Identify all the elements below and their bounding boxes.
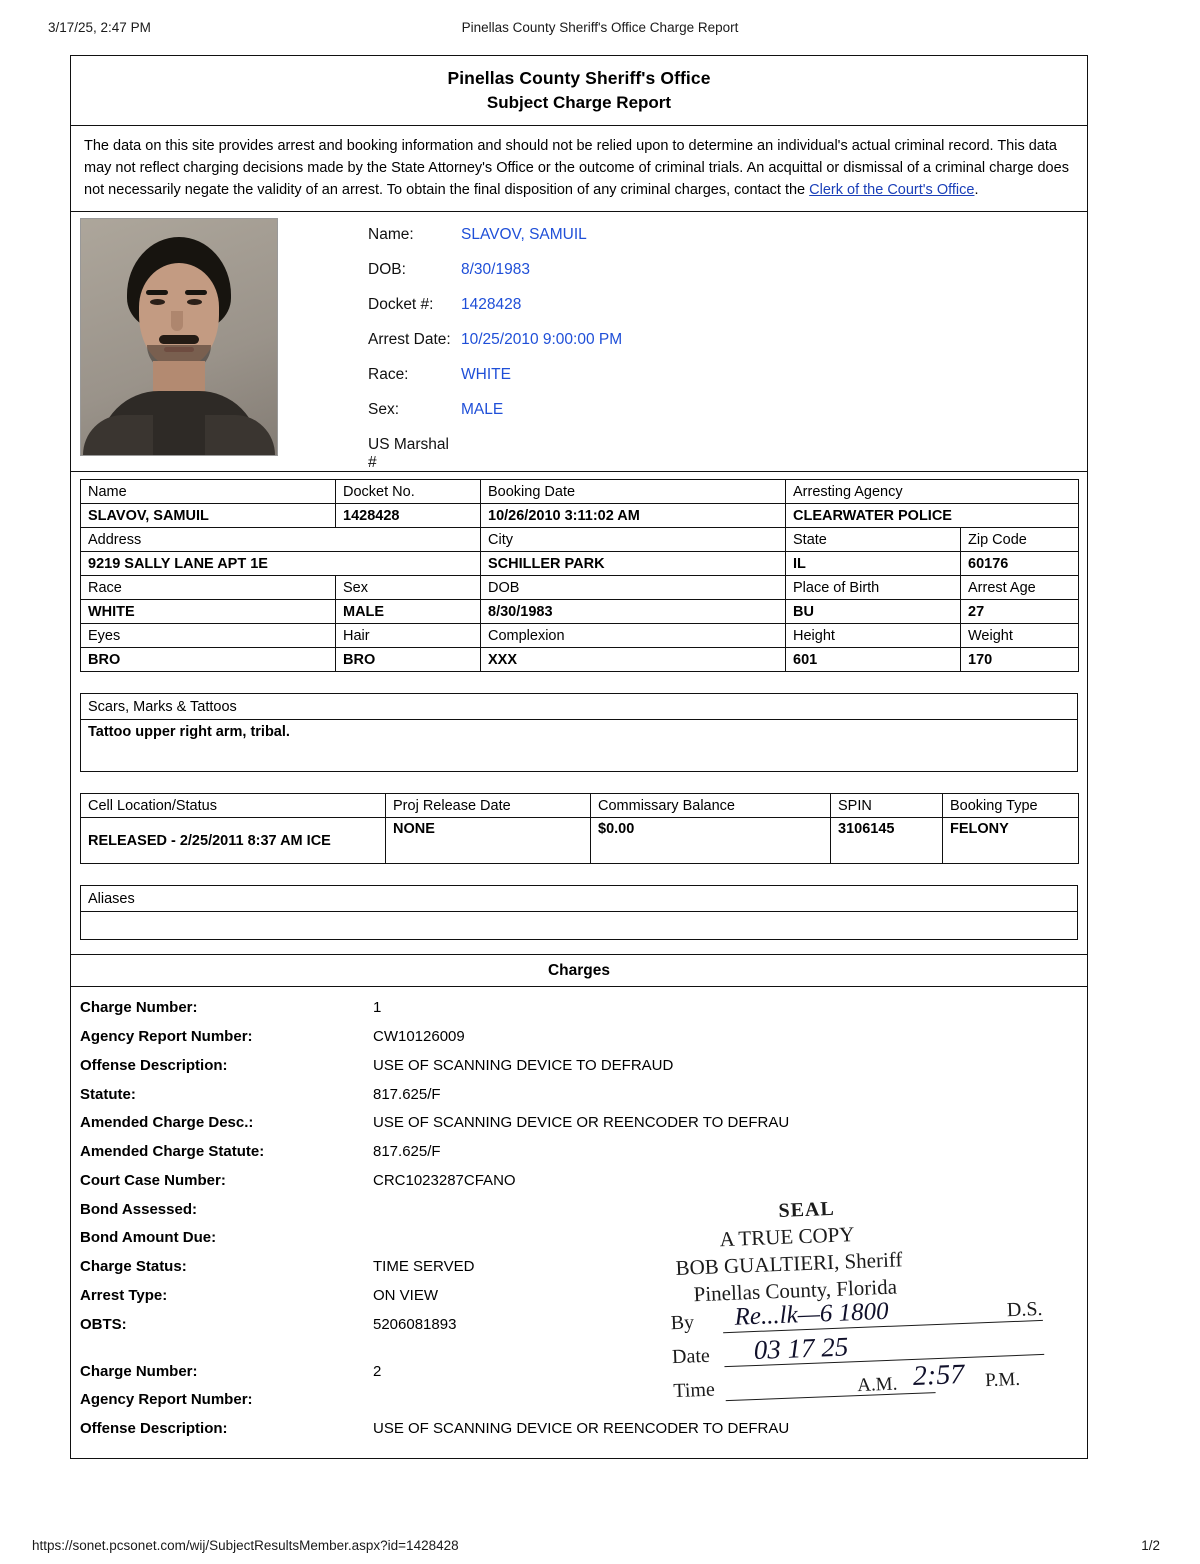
cell-address: 9219 SALLY LANE APT 1E <box>81 552 481 576</box>
charge-value-offense-description: USE OF SCANNING DEVICE TO DEFRAUD <box>373 1056 674 1074</box>
cell-scars-marks-tattoos: Tattoo upper right arm, tribal. <box>81 720 1078 772</box>
col-header-arresting-agency: Arresting Agency <box>786 480 1079 504</box>
charge-row <box>71 1224 1087 1253</box>
col-header-aliases: Aliases <box>81 886 1078 912</box>
cell-booking-type: FELONY <box>943 818 1079 864</box>
stamp-am-label: A.M. <box>856 1373 898 1397</box>
col-header-arrest-age: Arrest Age <box>961 576 1079 600</box>
footer-page-number: 1/2 <box>1141 1538 1160 1553</box>
cell-name: SLAVOV, SAMUIL <box>81 504 336 528</box>
field-value-docket: 1428428 <box>461 296 522 314</box>
stamp-pm-label: P.M. <box>984 1368 1021 1392</box>
subject-field-row <box>286 261 1087 296</box>
stamp-true-copy-text: A TRUE COPY <box>719 1222 855 1252</box>
cell-dob: 8/30/1983 <box>481 600 786 624</box>
cell-docket-no: 1428428 <box>336 504 481 528</box>
footer-url: https://sonet.pcsonet.com/wij/SubjectResultsMember.aspx?id=1428428 <box>32 1538 459 1553</box>
charge-label-arrest-type: Arrest Type: <box>80 1287 168 1305</box>
report-title-line1: Pinellas County Sheriff's Office <box>447 68 711 88</box>
col-header-commissary-balance: Commissary Balance <box>591 794 831 818</box>
charge-value-bond-amount-due <box>373 1224 1087 1253</box>
charge-label-statute: Statute: <box>80 1085 136 1103</box>
charge-row <box>71 1081 1087 1110</box>
col-header-zip: Zip Code <box>961 528 1079 552</box>
charge2-value-offense-description: USE OF SCANNING DEVICE OR REENCODER TO DEFRAU <box>373 1420 790 1438</box>
booking-table <box>80 479 1079 672</box>
col-header-scars-marks-tattoos: Scars, Marks & Tattoos <box>81 694 1078 720</box>
field-label-sex: Sex: <box>368 401 400 419</box>
charge-row <box>71 994 1087 1023</box>
table-row <box>81 818 1079 864</box>
stamp-date-label: Date <box>671 1344 711 1369</box>
charge-row <box>71 1196 1087 1225</box>
aliases-grid-wrap <box>71 878 1087 940</box>
charge-value-charge-status: TIME SERVED <box>373 1258 475 1276</box>
table-row <box>81 528 1079 552</box>
cell-zip: 60176 <box>961 552 1079 576</box>
cell-sex: MALE <box>336 600 481 624</box>
stamp-time-value: 2:57 <box>912 1358 965 1392</box>
table-row <box>81 794 1079 818</box>
disclaimer-part2: . <box>974 182 979 199</box>
table-row <box>81 600 1079 624</box>
col-header-address: Address <box>81 528 481 552</box>
stamp-date-value: 03 17 25 <box>753 1331 849 1366</box>
print-date: 3/17/25, 2:47 PM <box>48 20 151 35</box>
mugshot-cell <box>71 212 286 471</box>
charge-label-bond-assessed: Bond Assessed: <box>80 1200 197 1218</box>
col-header-sex: Sex <box>336 576 481 600</box>
charge-row <box>71 1282 1087 1311</box>
subject-field-row <box>286 296 1087 331</box>
col-header-place-of-birth: Place of Birth <box>786 576 961 600</box>
charge-value-bond-assessed <box>373 1196 1087 1225</box>
cell-aliases <box>81 912 1078 940</box>
cell-height: 601 <box>786 648 961 672</box>
charge-value-obts: 5206081893 <box>373 1315 457 1333</box>
charge-row <box>71 1253 1087 1282</box>
cell-state: IL <box>786 552 961 576</box>
charge2-label-agency-report-number: Agency Report Number: <box>80 1391 253 1409</box>
subject-field-row <box>286 436 1087 471</box>
cell-arrest-age: 27 <box>961 600 1079 624</box>
cell-booking-date: 10/26/2010 3:11:02 AM <box>481 504 786 528</box>
stamp-ds-label: D.S. <box>1006 1297 1043 1322</box>
cell-commissary-balance: $0.00 <box>591 818 831 864</box>
table-row <box>81 576 1079 600</box>
col-header-cell-location-status: Cell Location/Status <box>81 794 386 818</box>
charge-value-charge-number: 1 <box>373 999 382 1017</box>
subject-field-row <box>286 401 1087 436</box>
col-header-proj-release-date: Proj Release Date <box>386 794 591 818</box>
charge-row <box>71 1052 1087 1081</box>
cell-complexion: XXX <box>481 648 786 672</box>
stamp-by-signature: Re...lk—6 1800 <box>734 1297 890 1331</box>
subject-field-row <box>286 366 1087 401</box>
charge-row <box>71 1415 1087 1444</box>
charge-label-offense-description: Offense Description: <box>80 1056 228 1074</box>
marks-grid-wrap <box>71 686 1087 772</box>
charge-report-frame <box>70 55 1088 1459</box>
table-row <box>81 912 1078 940</box>
charge2-label-offense-description: Offense Description: <box>80 1420 228 1438</box>
field-value-race: WHITE <box>461 366 511 384</box>
status-table <box>80 793 1079 864</box>
table-row <box>81 504 1079 528</box>
table-row <box>81 624 1079 648</box>
stamp-by-label: By <box>670 1311 695 1335</box>
print-title: Pinellas County Sheriff's Office Charge Report <box>461 20 739 35</box>
field-label-dob: DOB: <box>368 261 406 279</box>
field-label-us-marshal: US Marshal # <box>368 436 449 472</box>
charge-label-amended-charge-statute: Amended Charge Statute: <box>80 1143 265 1161</box>
charge-row <box>71 1358 1087 1387</box>
charge2-value-charge-number: 2 <box>373 1362 382 1380</box>
status-grid-wrap <box>71 786 1087 864</box>
field-value-sex: MALE <box>461 401 504 419</box>
cell-arresting-agency: CLEARWATER POLICE <box>786 504 1079 528</box>
col-header-hair: Hair <box>336 624 481 648</box>
col-header-city: City <box>481 528 786 552</box>
report-title-block <box>71 56 1087 126</box>
charge-row <box>71 1109 1087 1138</box>
col-header-dob: DOB <box>481 576 786 600</box>
col-header-docket-no: Docket No. <box>336 480 481 504</box>
stamp-county-text: Pinellas County, Florida <box>693 1274 898 1307</box>
field-value-arrest-date: 10/25/2010 9:00:00 PM <box>461 331 623 349</box>
col-header-height: Height <box>786 624 961 648</box>
disclaimer-text <box>71 126 1087 212</box>
charge-label-amended-charge-desc: Amended Charge Desc.: <box>80 1114 254 1132</box>
field-label-arrest-date: Arrest Date: <box>368 331 451 349</box>
col-header-weight: Weight <box>961 624 1079 648</box>
field-value-name: SLAVOV, SAMUIL <box>461 226 587 244</box>
charge-label-obts: OBTS: <box>80 1315 127 1333</box>
charge-row <box>71 1023 1087 1052</box>
charge-value-court-case-number: CRC1023287CFANO <box>373 1171 516 1189</box>
charge-label-court-case-number: Court Case Number: <box>80 1171 226 1189</box>
charges-section-title: Charges <box>71 954 1087 987</box>
cell-eyes: BRO <box>81 648 336 672</box>
charge2-label-charge-number: Charge Number: <box>80 1362 198 1380</box>
cell-race: WHITE <box>81 600 336 624</box>
charge-label-agency-report-number: Agency Report Number: <box>80 1027 253 1045</box>
clerk-of-court-link[interactable]: Clerk of the Court's Office <box>809 182 975 199</box>
field-label-docket: Docket #: <box>368 296 434 314</box>
subject-summary <box>71 212 1087 472</box>
marks-table <box>80 693 1078 772</box>
aliases-table <box>80 885 1078 940</box>
charge-row <box>71 1167 1087 1196</box>
charge-label-charge-number: Charge Number: <box>80 999 198 1017</box>
charge-value-amended-charge-statute: 817.625/F <box>373 1143 441 1161</box>
report-title-line2: Subject Charge Report <box>486 93 672 113</box>
cell-hair: BRO <box>336 648 481 672</box>
col-header-name: Name <box>81 480 336 504</box>
charge-row <box>71 1386 1087 1415</box>
col-header-booking-date: Booking Date <box>481 480 786 504</box>
charge-label-charge-status: Charge Status: <box>80 1258 187 1276</box>
charge-value-agency-report-number: CW10126009 <box>373 1027 465 1045</box>
stamp-sheriff-name: BOB GUALTIERI, Sheriff <box>675 1247 903 1280</box>
subject-field-list <box>286 212 1087 471</box>
charge-label-bond-amount-due: Bond Amount Due: <box>80 1229 217 1247</box>
mugshot-photo <box>80 218 278 456</box>
stamp-time-label: Time <box>672 1378 716 1403</box>
cell-cell-location-status: RELEASED - 2/25/2011 8:37 AM ICE <box>81 818 386 864</box>
table-row <box>81 552 1079 576</box>
subject-field-row <box>286 226 1087 261</box>
table-row <box>81 720 1078 772</box>
table-row <box>81 648 1079 672</box>
charge-value-statute: 817.625/F <box>373 1085 441 1103</box>
charge2-value-agency-report-number <box>373 1386 1087 1415</box>
col-header-race: Race <box>81 576 336 600</box>
charge-value-arrest-type: ON VIEW <box>373 1287 439 1305</box>
table-row <box>81 480 1079 504</box>
cell-weight: 170 <box>961 648 1079 672</box>
col-header-spin: SPIN <box>831 794 943 818</box>
stamp-seal-text: SEAL <box>778 1197 836 1222</box>
field-value-dob: 8/30/1983 <box>461 261 530 279</box>
cell-city: SCHILLER PARK <box>481 552 786 576</box>
charge-value-amended-charge-desc: USE OF SCANNING DEVICE OR REENCODER TO DEFRAU <box>373 1114 790 1132</box>
col-header-booking-type: Booking Type <box>943 794 1079 818</box>
field-label-race: Race: <box>368 366 409 384</box>
disclaimer-part1: The data on this site provides arrest and booking information and should not be relied upon to determine an individual's actual criminal record. This data may not reflect charging decisions made by the State Attorney's Office or the outcome of criminal trials. An acquittal or dismissal of a criminal charge does not necessarily negate the validity of an arrest. To obtain the final disposition of any criminal charges, contact the <box>84 138 1069 199</box>
col-header-complexion: Complexion <box>481 624 786 648</box>
col-header-state: State <box>786 528 961 552</box>
cell-proj-release-date: NONE <box>386 818 591 864</box>
cell-place-of-birth: BU <box>786 600 961 624</box>
booking-grid-wrap <box>71 472 1087 672</box>
charge-row <box>71 1138 1087 1167</box>
cell-spin: 3106145 <box>831 818 943 864</box>
table-row <box>81 886 1078 912</box>
table-row <box>81 694 1078 720</box>
col-header-eyes: Eyes <box>81 624 336 648</box>
subject-field-row <box>286 331 1087 366</box>
charges-body <box>71 987 1087 1458</box>
charge-row <box>71 1311 1087 1340</box>
field-label-name: Name: <box>368 226 414 244</box>
